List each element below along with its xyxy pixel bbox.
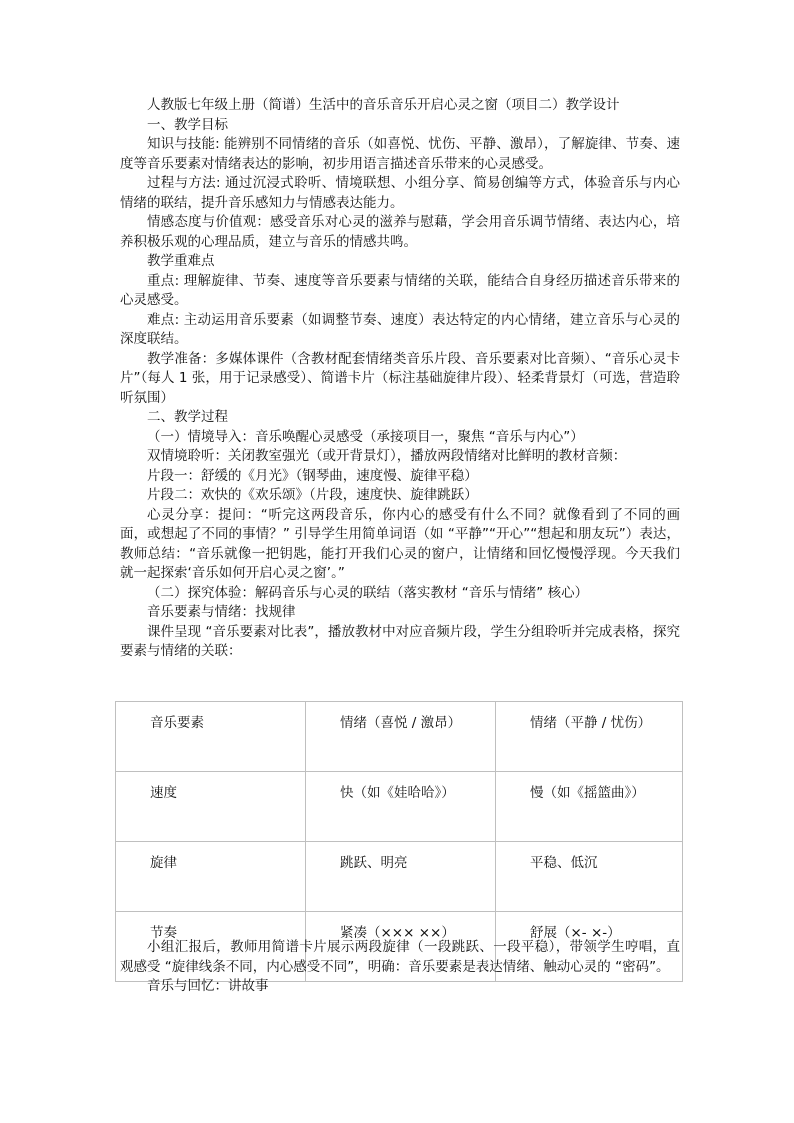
paragraph: 双情境聆听：关闭教室强光（或开背景灯），播放两段情绪对比鲜明的教材音频： [147, 448, 627, 464]
paragraph: 情感态度与价值观：感受音乐对心灵的滋养与慰藉，学会用音乐调节情绪、表达内心，培养积极乐观的心理品质，建立与音乐的情感共鸣。 [120, 214, 680, 250]
table-row [116, 842, 683, 912]
table-cell: 慢（如《摇篮曲》） [496, 772, 683, 842]
paragraph: 音乐要素与情绪：找规律 [147, 604, 296, 620]
paragraph: 难点: 主动运用音乐要素（如调整节奏、速度）表达特定的内心情绪，建立音乐与心灵的深度联结。 [120, 311, 680, 347]
table-cell: 舒展（×- ×-） [496, 912, 683, 982]
paragraph: 知识与技能: 能辨别不同情绪的音乐（如喜悦、忧伤、平静、激昂），了解旋律、节奏、速度等音乐要素对情绪表达的影响，初步用语言描述音乐带来的心灵感受。 [120, 136, 680, 172]
table-cell: 紧凑（××× ××） [306, 912, 496, 982]
table-cell: 速度 [116, 772, 306, 842]
table-cell: 跳跃、明亮 [306, 842, 496, 912]
table-header-cell: 音乐要素 [116, 702, 306, 772]
section-heading: 二、教学过程 [147, 409, 228, 425]
subsection-heading: （二）探究体验：解码音乐与心灵的联结（落实教材 “音乐与情绪” 核心） [147, 584, 589, 601]
section-heading: 一、教学目标 [147, 116, 228, 133]
document-title: 人教版七年级上册（简谱）生活中的音乐音乐开启心灵之窗（项目二）教学设计 [147, 97, 620, 113]
section-heading: 教学重难点 [147, 253, 215, 269]
paragraph: 片段一：舒缓的《月光》（钢琴曲，速度慢、旋律平稳） [147, 467, 478, 484]
table-header-cell: 情绪（喜悦 / 激昂） [306, 702, 496, 772]
paragraph: 音乐与回忆：讲故事 [147, 978, 269, 994]
paragraph: 小组汇报后，教师用简谱卡片展示两段旋律（一段跳跃、一段平稳），带领学生哼唱，直观感受 “旋律线条不同，内心感受不同”，明确：音乐要素是表达情绪、触动心灵的 “密码”。 [120, 939, 680, 975]
table-cell: 旋律 [116, 842, 306, 912]
table-header-cell: 情绪（平静 / 忧伤） [496, 702, 683, 772]
table-row [116, 772, 683, 842]
paragraph: 心灵分享：提问：“听完这两段音乐，你内心的感受有什么不同？就像看到了不同的画面，或想起了不同的事情？” 引导学生用简单词语（如 “平静”“开心”“想起和朋友玩”）表达，教师总结：“音乐就像一把钥匙，能打开我们心灵的窗户，让情绪和回忆慢慢浮现。今天我们就一起探索‘音乐如何开启心灵之窗’。” [120, 506, 680, 581]
table-cell: 平稳、低沉 [496, 842, 683, 912]
table-cell: 快（如《娃哈哈》） [306, 772, 496, 842]
document-body-continued [120, 938, 680, 997]
paragraph: 课件呈现 “音乐要素对比表”，播放教材中对应音频片段，学生分组聆听并完成表格，探究要素与情绪的关联： [120, 623, 680, 659]
paragraph: 教学准备：多媒体课件（含教材配套情绪类音乐片段、音乐要素对比音频）、“音乐心灵卡片”（每人 1 张，用于记录感受）、简谱卡片（标注基础旋律片段）、轻柔背景灯（可选，营造聆听氛围） [120, 350, 680, 406]
subsection-heading: （一）情境导入：音乐唤醒心灵感受（承接项目一，聚焦 “音乐与内心”） [147, 428, 584, 445]
paragraph: 片段二：欢快的《欢乐颂》（片段，速度快、旋律跳跃） [147, 487, 478, 503]
document-body [120, 96, 680, 662]
paragraph: 重点: 理解旋律、节奏、速度等音乐要素与情绪的关联，能结合自身经历描述音乐带来的心灵感受。 [120, 272, 680, 308]
table-header-row [116, 702, 683, 772]
table-cell: 节奏 [116, 912, 306, 982]
paragraph: 过程与方法: 通过沉浸式聆听、情境联想、小组分享、简易创编等方式，体验音乐与内心情绪的联结，提升音乐感知力与情感表达能力。 [120, 175, 680, 211]
